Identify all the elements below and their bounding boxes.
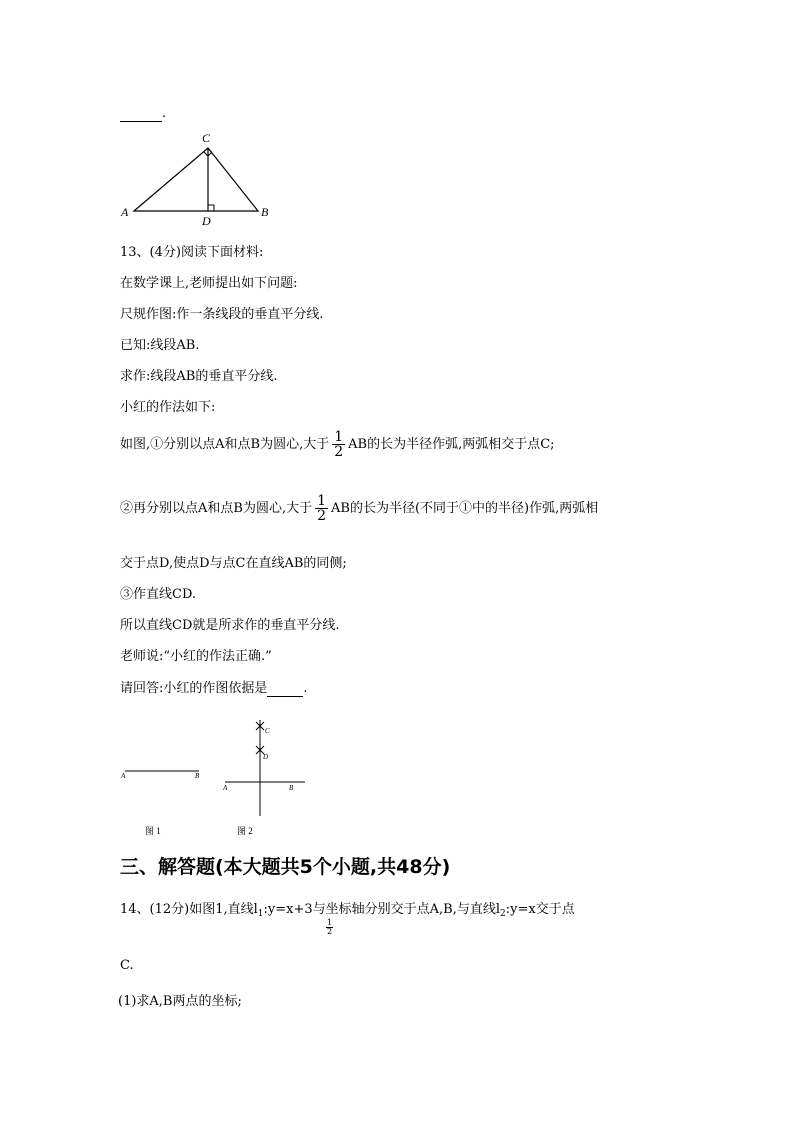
fraction-numerator: 1 bbox=[334, 429, 344, 445]
q14-header-part-b: :y= bbox=[263, 902, 287, 917]
q14-header bbox=[120, 898, 575, 917]
q13-line-12-text: 请回答:小红的作图依据是 bbox=[120, 681, 268, 696]
small-fraction-denominator: 2 bbox=[327, 927, 333, 936]
q13-line-12-tail: . bbox=[303, 681, 308, 696]
q13-line-11: 老师说:“小红的作法正确.” bbox=[120, 649, 272, 664]
answer-blank bbox=[120, 106, 162, 122]
q13-line-9: ③作直线CD. bbox=[120, 587, 197, 602]
label-c: C bbox=[202, 131, 211, 145]
fraction-half bbox=[315, 494, 328, 523]
q14-header-part-a: 14、(12分)如图1,直线l bbox=[120, 902, 258, 917]
fraction-numerator: 1 bbox=[317, 493, 326, 509]
q12-answer-line bbox=[120, 106, 166, 122]
q13-line-4: 求作:线段AB的垂直平分线. bbox=[120, 369, 278, 384]
q14-header-part-d: :y=x交于点 bbox=[505, 902, 575, 917]
q13-line-12 bbox=[120, 677, 308, 697]
section-3-title: 三、解答题(本大题共5个小题,共48分) bbox=[120, 856, 451, 878]
right-angle-mark-d bbox=[208, 205, 214, 211]
q13-header: 13、(4分)阅读下面材料: bbox=[120, 245, 264, 260]
q13-line-5: 小红的作法如下: bbox=[120, 400, 216, 415]
fig1-label-a: A bbox=[121, 772, 126, 780]
q13-line-6 bbox=[120, 430, 555, 459]
answer-blank bbox=[267, 681, 303, 697]
q13-line-7 bbox=[120, 494, 598, 523]
q13-line-6-part-b: AB的长为半径作弧,两弧相交于点C; bbox=[348, 437, 555, 452]
fraction-denominator: 2 bbox=[334, 444, 344, 460]
label-a: A bbox=[121, 205, 129, 219]
figure-1 bbox=[115, 740, 215, 840]
q13-line-7-part-b: AB的长为半径(不同于①中的半径)作弧,两弧相 bbox=[331, 501, 599, 516]
q13-line-8: 交于点D,使点D与点C在直线AB的同侧; bbox=[120, 556, 347, 571]
fraction-denominator: 2 bbox=[317, 508, 326, 524]
triangle-outline bbox=[134, 148, 258, 211]
fraction-half bbox=[332, 430, 345, 459]
q14-header-part-c: x+3与坐标轴分别交于点A,B,与直线l bbox=[286, 902, 501, 917]
q13-line-7-part-a: ②再分别以点A和点B为圆心,大于 bbox=[120, 501, 313, 516]
q13-line-1: 在数学课上,老师提出如下问题: bbox=[120, 276, 298, 291]
q13-line-2: 尺规作图:作一条线段的垂直平分线. bbox=[120, 307, 324, 322]
fig2-label-c: C bbox=[265, 727, 270, 735]
small-fraction-numerator: 1 bbox=[327, 918, 333, 927]
label-d: D bbox=[202, 214, 211, 228]
q13-line-6-part-a: 如图,①分别以点A和点B为圆心,大于 bbox=[120, 437, 330, 452]
fig1-caption: 图 1 bbox=[145, 826, 161, 836]
q12-tail: . bbox=[162, 106, 167, 121]
fig2-label-d: D bbox=[263, 753, 269, 761]
subscript-1: 1 bbox=[257, 909, 264, 919]
q14-continuation: C. bbox=[120, 958, 134, 973]
q14-part-1: (1)求A,B两点的坐标; bbox=[118, 994, 242, 1009]
figure-2 bbox=[215, 716, 315, 840]
q14-small-fraction bbox=[326, 919, 333, 936]
fig2-caption: 图 2 bbox=[237, 826, 253, 836]
right-triangle-figure bbox=[118, 128, 278, 228]
q13-line-10: 所以直线CD就是所求作的垂直平分线. bbox=[120, 618, 340, 633]
q13-line-3: 已知:线段AB. bbox=[120, 338, 200, 353]
fig2-label-b: B bbox=[289, 784, 294, 792]
label-b: B bbox=[261, 205, 269, 219]
subscript-2: 2 bbox=[500, 909, 506, 919]
fig2-label-a: A bbox=[223, 784, 228, 792]
fig1-label-b: B bbox=[195, 772, 200, 780]
